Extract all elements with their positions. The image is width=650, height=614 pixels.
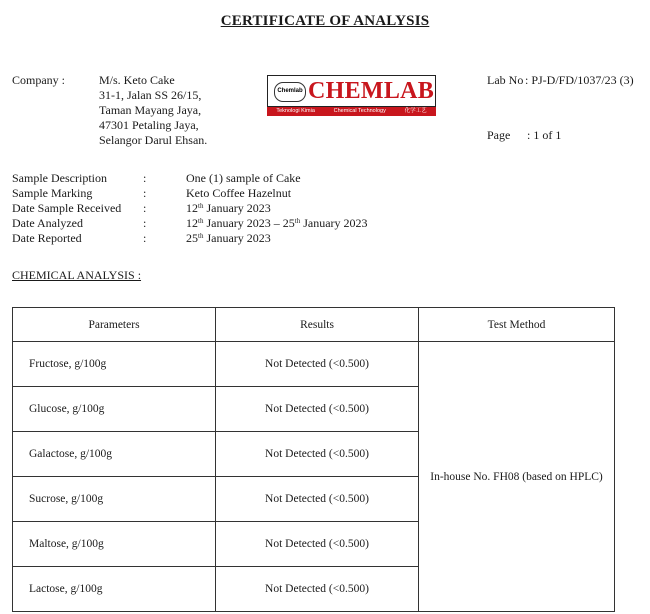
date-reported-suffix: th [198,232,204,240]
date-received-day: 12 [186,201,198,215]
lab-no-value: : PJ-D/FD/1037/23 (3) [525,73,634,87]
colon: : [143,201,147,215]
label-date-reported: Date Reported [12,231,82,245]
result-cell: Not Detected (<0.500) [216,477,419,522]
label-sample-marking: Sample Marking [12,186,93,200]
colon: : [143,171,147,185]
address-line-4: Selangor Darul Ehsan. [99,133,208,147]
logo-wordmark: CHEMLAB [308,78,435,104]
company-label: Company : [12,73,65,87]
chemlab-logo [267,75,436,117]
sample-marking-value: Keto Coffee Hazelnut [186,186,292,200]
date-analyzed-suffix1: th [198,217,204,225]
date-received-value [186,201,368,216]
parameter-cell: Lactose, g/100g [13,567,216,612]
date-reported-day: 25 [186,231,198,245]
result-cell: Not Detected (<0.500) [216,432,419,477]
sample-description-value: One (1) sample of Cake [186,171,301,185]
date-analyzed-mid: January 2023 – 25 [203,216,295,230]
label-date-received: Date Sample Received [12,201,122,215]
header-results: Results [216,308,419,342]
logo-frame [267,75,436,107]
address-line-1: 31-1, Jalan SS 26/15, [99,88,202,102]
parameter-cell: Fructose, g/100g [13,342,216,387]
date-analyzed-suffix2: th [294,217,301,225]
logo-badge: Chemlab [274,82,306,102]
section-heading: CHEMICAL ANALYSIS : [12,268,142,282]
colon: : [143,231,147,245]
colon: : [143,216,147,230]
header-test-method: Test Method [419,308,615,342]
parameter-cell: Galactose, g/100g [13,432,216,477]
sample-labels [12,171,121,246]
parameter-cell: Sucrose, g/100g [13,477,216,522]
company-address [99,73,207,148]
table-header-row [13,308,615,342]
company-name: M/s. Keto Cake [99,73,175,87]
date-received-suffix: th [198,202,204,210]
logo-tagline-3: 化学工艺 [404,108,427,114]
parameter-cell: Maltose, g/100g [13,522,216,567]
parameter-cell: Glucose, g/100g [13,387,216,432]
result-cell: Not Detected (<0.500) [216,387,419,432]
date-analyzed-day1: 12 [186,216,198,230]
document-title: CERTIFICATE OF ANALYSIS [220,13,430,29]
label-sample-description: Sample Description [12,171,107,185]
date-received-rest: January 2023 [203,201,271,215]
colon: : [143,186,147,200]
test-method-cell: In-house No. FH08 (based on HPLC) [419,342,615,612]
page-label: Page [487,128,511,142]
address-line-3: 47301 Petaling Jaya, [99,118,199,132]
sample-colons [143,171,146,246]
lab-no-label: Lab No [487,73,524,87]
table-row [13,342,615,387]
result-cell: Not Detected (<0.500) [216,342,419,387]
date-analyzed-rest: January 2023 [300,216,368,230]
label-date-analyzed: Date Analyzed [12,216,83,230]
logo-tagline-2: Chemical Technology [333,108,386,114]
logo-tagline-strip [267,107,436,116]
result-cell: Not Detected (<0.500) [216,522,419,567]
date-analyzed-value [186,216,368,231]
result-cell: Not Detected (<0.500) [216,567,419,612]
sample-values [186,171,368,246]
logo-tagline-1: Teknologi Kimia [276,108,315,114]
header-parameters: Parameters [13,308,216,342]
address-line-2: Taman Mayang Jaya, [99,103,202,117]
page-value: : 1 of 1 [527,128,562,142]
results-table [12,307,615,612]
date-reported-rest: January 2023 [203,231,271,245]
date-reported-value [186,231,368,246]
